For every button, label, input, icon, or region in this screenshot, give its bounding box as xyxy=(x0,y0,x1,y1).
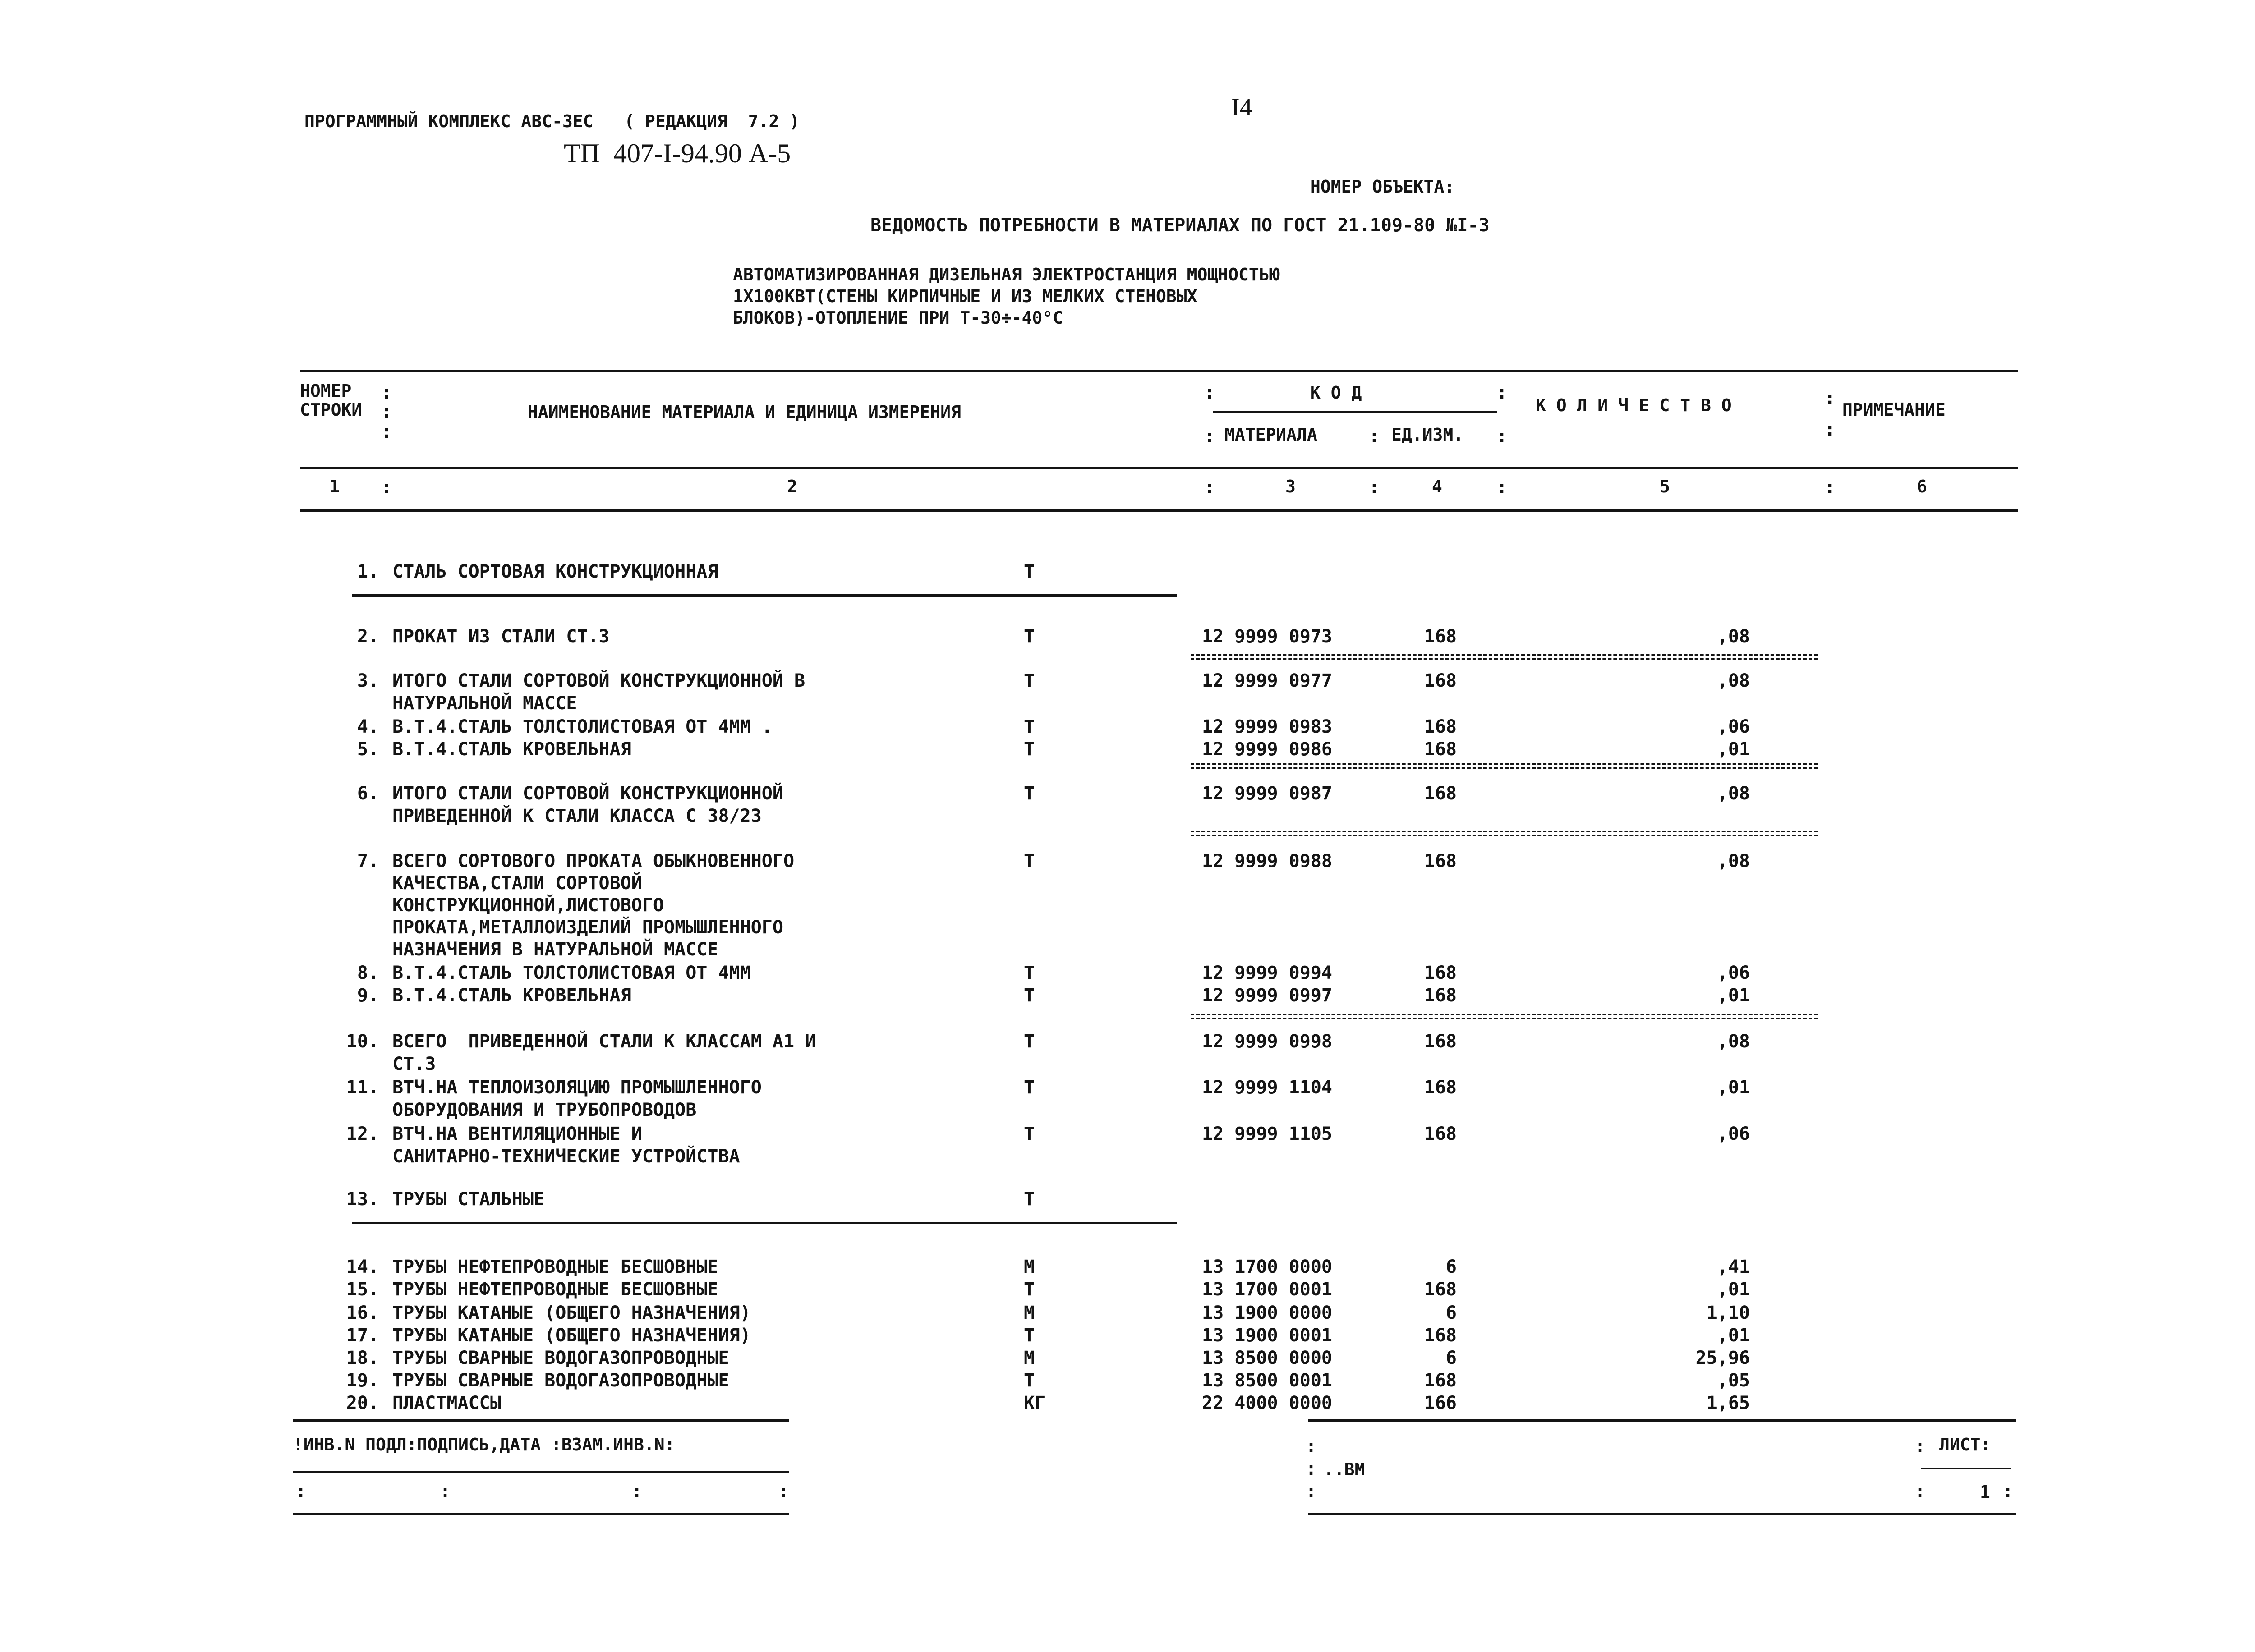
footer-rule xyxy=(293,1471,789,1473)
description-line-2: 1Х100КВТ(СТЕНЫ КИРПИЧНЫЕ И ИЗ МЕЛКИХ СТЕНОВЫХ xyxy=(733,286,1197,306)
material-name: В.Т.4.СТАЛЬ КРОВЕЛЬНАЯ xyxy=(392,739,631,760)
unit-of-measure: Т xyxy=(1024,626,1035,647)
header-separator: : xyxy=(1496,382,1508,403)
sheet-rule xyxy=(1921,1468,2011,1469)
quantity-value: ,06 xyxy=(1717,963,1750,983)
header-code-material: МАТЕРИАЛА xyxy=(1224,425,1317,445)
row-number: 20. xyxy=(346,1393,379,1413)
quantity-value: ,06 xyxy=(1717,1124,1750,1144)
header-row-number-line1: НОМЕР xyxy=(300,381,352,401)
row-number: 2. xyxy=(357,626,379,647)
unit-of-measure: Т xyxy=(1024,1031,1035,1052)
unit-code: 168 xyxy=(1424,670,1457,691)
header-separator: : xyxy=(1496,426,1508,447)
header-bottom-rule xyxy=(300,509,2018,512)
header-row-number-line2: СТРОКИ xyxy=(300,400,362,420)
material-code: 12 9999 1104 xyxy=(1202,1077,1332,1098)
material-code: 12 9999 0977 xyxy=(1202,670,1332,691)
total-separator xyxy=(1191,763,1818,769)
header-separator: : xyxy=(1204,477,1215,498)
quantity-value: ,01 xyxy=(1717,1325,1750,1346)
unit-of-measure: Т xyxy=(1024,851,1035,872)
unit-code: 168 xyxy=(1424,626,1457,647)
material-name: В.Т.4.СТАЛЬ ТОЛСТОЛИСТОВАЯ ОТ 4ММ xyxy=(392,963,751,983)
material-code: 13 8500 0001 xyxy=(1202,1370,1332,1391)
row-number: 14. xyxy=(346,1257,379,1277)
description-line-1: АВТОМАТИЗИРОВАННАЯ ДИЗЕЛЬНАЯ ЭЛЕКТРОСТАНЦИЯ МОЩНОСТЬЮ xyxy=(733,265,1280,285)
header-separator: : xyxy=(381,422,392,442)
sheet-number: 1 xyxy=(1980,1482,1990,1502)
quantity-value: ,05 xyxy=(1717,1370,1750,1391)
material-name: ОБОРУДОВАНИЯ И ТРУБОПРОВОДОВ xyxy=(392,1100,697,1120)
signature-block: !ИНВ.N ПОДЛ:ПОДПИСЬ,ДАТА :ВЗАМ.ИНВ.N: xyxy=(293,1435,675,1455)
header-separator: : xyxy=(1824,388,1836,408)
row-number: 1. xyxy=(357,561,379,582)
material-name: ИТОГО СТАЛИ СОРТОВОЙ КОНСТРУКЦИОННОЙ xyxy=(392,783,783,804)
unit-of-measure: М xyxy=(1024,1303,1035,1323)
sheet-label: ЛИСТ: xyxy=(1939,1435,1991,1455)
material-code: 12 9999 0998 xyxy=(1202,1031,1332,1052)
footer-stamp-bottom-rule xyxy=(1308,1513,2016,1515)
row-number: 8. xyxy=(357,963,379,983)
unit-of-measure: Т xyxy=(1024,1370,1035,1391)
quantity-value: ,01 xyxy=(1717,985,1750,1006)
material-name: ВСЕГО СОРТОВОГО ПРОКАТА ОБЫКНОВЕННОГО xyxy=(392,851,795,872)
row-number: 10. xyxy=(346,1031,379,1052)
unit-of-measure: Т xyxy=(1024,716,1035,737)
header-quantity: К О Л И Ч Е С Т В О xyxy=(1536,395,1732,415)
unit-of-measure: Т xyxy=(1024,739,1035,760)
header-separator: : xyxy=(1369,477,1380,498)
header-separator: : xyxy=(1824,477,1836,498)
unit-of-measure: КГ xyxy=(1024,1393,1046,1413)
row-number: 17. xyxy=(346,1325,379,1346)
unit-code: 168 xyxy=(1424,985,1457,1006)
material-name: ТРУБЫ СТАЛЬНЫЕ xyxy=(392,1189,545,1210)
unit-of-measure: Т xyxy=(1024,985,1035,1006)
material-code: 12 9999 1105 xyxy=(1202,1124,1332,1144)
material-code: 13 1700 0000 xyxy=(1202,1257,1332,1277)
footer-separator: : xyxy=(1914,1436,1926,1457)
header-separator: : xyxy=(381,382,392,403)
material-name: НАТУРАЛЬНОЙ МАССЕ xyxy=(392,693,577,714)
column-number-4: 4 xyxy=(1432,477,1442,496)
table-top-rule xyxy=(300,370,2018,372)
row-number: 5. xyxy=(357,739,379,760)
unit-code: 6 xyxy=(1445,1303,1457,1323)
material-code: 13 1700 0001 xyxy=(1202,1279,1332,1300)
section-rule xyxy=(352,594,1177,597)
material-name: ТРУБЫ НЕФТЕПРОВОДНЫЕ БЕСШОВНЫЕ xyxy=(392,1257,718,1277)
unit-of-measure: М xyxy=(1024,1257,1035,1277)
total-separator xyxy=(1191,654,1818,660)
description-line-3: БЛОКОВ)-ОТОПЛЕНИЕ ПРИ Т-30÷-40°С xyxy=(733,308,1063,328)
material-name: ТРУБЫ СВАРНЫЕ ВОДОГАЗОПРОВОДНЫЕ xyxy=(392,1370,729,1391)
row-number: 11. xyxy=(346,1077,379,1098)
software-line: ПРОГРАММНЫЙ КОМПЛЕКС АВС-ЗЕС ( РЕДАКЦИЯ 7.2 ) xyxy=(304,111,800,131)
row-number: 19. xyxy=(346,1370,379,1391)
unit-code: 168 xyxy=(1424,1031,1457,1052)
row-number: 15. xyxy=(346,1279,379,1300)
quantity-value: ,01 xyxy=(1717,1077,1750,1098)
unit-of-measure: Т xyxy=(1024,1325,1035,1346)
statement-title: ВЕДОМОСТЬ ПОТРЕБНОСТИ В МАТЕРИАЛАХ ПО ГОСТ 21.109-80 №I-3 xyxy=(870,215,1490,236)
header-material-name: НАИМЕНОВАНИЕ МАТЕРИАЛА И ЕДИНИЦА ИЗМЕРЕНИЯ xyxy=(528,402,961,422)
column-number-3: 3 xyxy=(1285,477,1296,496)
material-name: ВТЧ.НА ВЕНТИЛЯЦИОННЫЕ И xyxy=(392,1124,642,1144)
row-number: 3. xyxy=(357,670,379,691)
footer-separator: : xyxy=(2002,1481,2014,1502)
quantity-value: ,08 xyxy=(1717,670,1750,691)
header-separator: : xyxy=(381,401,392,422)
material-code: 12 9999 0986 xyxy=(1202,739,1332,760)
unit-of-measure: Т xyxy=(1024,783,1035,804)
footer-stamp-top-rule xyxy=(1308,1419,2016,1422)
material-code: 12 9999 0988 xyxy=(1202,851,1332,872)
header-code-unit: ЕД.ИЗМ. xyxy=(1391,425,1464,445)
footer-bottom-rule xyxy=(293,1513,789,1515)
row-number: 12. xyxy=(346,1124,379,1144)
footer-separator: : xyxy=(778,1481,789,1502)
material-name: ТРУБЫ СВАРНЫЕ ВОДОГАЗОПРОВОДНЫЕ xyxy=(392,1348,729,1368)
quantity-value: ,08 xyxy=(1717,626,1750,647)
header-separator: : xyxy=(1204,382,1215,403)
footer-separator: : xyxy=(440,1481,451,1502)
column-number-2: 2 xyxy=(787,477,797,496)
unit-code: 6 xyxy=(1445,1348,1457,1368)
unit-code: 168 xyxy=(1424,783,1457,804)
material-name: В.Т.4.СТАЛЬ ТОЛСТОЛИСТОВАЯ ОТ 4ММ . xyxy=(392,716,773,737)
section-rule xyxy=(352,1222,1177,1224)
material-name: ВТЧ.НА ТЕПЛОИЗОЛЯЦИЮ ПРОМЫШЛЕННОГО xyxy=(392,1077,762,1098)
unit-of-measure: Т xyxy=(1024,561,1035,582)
header-code: К О Д xyxy=(1310,383,1362,403)
material-name: ПРОКАТ ИЗ СТАЛИ СТ.3 xyxy=(392,626,610,647)
material-name: ПРИВЕДЕННОЙ К СТАЛИ КЛАССА С 38/23 xyxy=(392,806,762,826)
document-mark: ..ВМ xyxy=(1324,1459,1365,1479)
footer-separator: : xyxy=(1306,1459,1317,1479)
quantity-value: ,41 xyxy=(1717,1257,1750,1277)
header-mid-rule xyxy=(300,467,2018,469)
material-name: В.Т.4.СТАЛЬ КРОВЕЛЬНАЯ xyxy=(392,985,631,1006)
row-number: 7. xyxy=(357,851,379,872)
material-name: КАЧЕСТВА,СТАЛИ СОРТОВОЙ xyxy=(392,873,642,894)
column-number-6: 6 xyxy=(1917,477,1927,496)
material-name: СТ.3 xyxy=(392,1054,436,1074)
header-separator: : xyxy=(381,477,392,498)
footer-separator: : xyxy=(295,1481,307,1502)
header-separator: : xyxy=(1496,477,1508,498)
material-name: ПРОКАТА,МЕТАЛЛОИЗДЕЛИЙ ПРОМЫШЛЕННОГО xyxy=(392,917,783,938)
material-code: 12 9999 0983 xyxy=(1202,716,1332,737)
header-code-rule xyxy=(1213,411,1497,413)
unit-code: 168 xyxy=(1424,1077,1457,1098)
material-code: 13 1900 0000 xyxy=(1202,1303,1332,1323)
project-code: ТП 407-I-94.90 А-5 xyxy=(564,138,791,168)
column-number-1: 1 xyxy=(329,477,340,496)
unit-of-measure: Т xyxy=(1024,670,1035,691)
material-name: ВСЕГО ПРИВЕДЕННОЙ СТАЛИ К КЛАССАМ А1 И xyxy=(392,1031,816,1052)
unit-code: 168 xyxy=(1424,1325,1457,1346)
row-number: 9. xyxy=(357,985,379,1006)
page-number: I4 xyxy=(1231,93,1252,121)
footer-separator: : xyxy=(1914,1481,1926,1502)
material-code: 12 9999 0997 xyxy=(1202,985,1332,1006)
unit-code: 168 xyxy=(1424,963,1457,983)
quantity-value: ,08 xyxy=(1717,783,1750,804)
header-separator: : xyxy=(1369,426,1380,447)
unit-of-measure: Т xyxy=(1024,1124,1035,1144)
column-number-5: 5 xyxy=(1660,477,1670,496)
unit-code: 168 xyxy=(1424,1279,1457,1300)
material-name: ИТОГО СТАЛИ СОРТОВОЙ КОНСТРУКЦИОННОЙ В xyxy=(392,670,805,691)
unit-of-measure: М xyxy=(1024,1348,1035,1368)
material-name: КОНСТРУКЦИОННОЙ,ЛИСТОВОГО xyxy=(392,895,664,916)
header-separator: : xyxy=(1824,419,1836,440)
material-code: 12 9999 0987 xyxy=(1202,783,1332,804)
unit-of-measure: Т xyxy=(1024,963,1035,983)
footer-separator: : xyxy=(631,1481,643,1502)
row-number: 4. xyxy=(357,716,379,737)
footer-separator: : xyxy=(1306,1436,1317,1457)
material-name: САНИТАРНО-ТЕХНИЧЕСКИЕ УСТРОЙСТВА xyxy=(392,1146,740,1167)
quantity-value: 1,65 xyxy=(1706,1393,1750,1413)
unit-code: 168 xyxy=(1424,739,1457,760)
unit-code: 168 xyxy=(1424,1124,1457,1144)
unit-code: 6 xyxy=(1445,1257,1457,1277)
material-code: 13 1900 0001 xyxy=(1202,1325,1332,1346)
unit-code: 168 xyxy=(1424,851,1457,872)
total-separator xyxy=(1191,831,1818,836)
object-number-label: НОМЕР ОБЪЕКТА: xyxy=(1310,177,1455,197)
material-name: ТРУБЫ КАТАНЫЕ (ОБЩЕГО НАЗНАЧЕНИЯ) xyxy=(392,1325,751,1346)
row-number: 16. xyxy=(346,1303,379,1323)
footer-top-rule xyxy=(293,1419,789,1422)
unit-of-measure: Т xyxy=(1024,1189,1035,1210)
header-note: ПРИМЕЧАНИЕ xyxy=(1842,400,1946,420)
material-name: СТАЛЬ СОРТОВАЯ КОНСТРУКЦИОННАЯ xyxy=(392,561,718,582)
material-code: 13 8500 0000 xyxy=(1202,1348,1332,1368)
unit-of-measure: Т xyxy=(1024,1077,1035,1098)
quantity-value: 1,10 xyxy=(1706,1303,1750,1323)
quantity-value: ,08 xyxy=(1717,1031,1750,1052)
material-name: НАЗНАЧЕНИЯ В НАТУРАЛЬНОЙ МАССЕ xyxy=(392,939,718,960)
material-name: ПЛАСТМАССЫ xyxy=(392,1393,501,1413)
material-code: 22 4000 0000 xyxy=(1202,1393,1332,1413)
quantity-value: ,06 xyxy=(1717,716,1750,737)
row-number: 13. xyxy=(346,1189,379,1210)
row-number: 6. xyxy=(357,783,379,804)
material-code: 12 9999 0994 xyxy=(1202,963,1332,983)
unit-of-measure: Т xyxy=(1024,1279,1035,1300)
unit-code: 166 xyxy=(1424,1393,1457,1413)
total-separator xyxy=(1191,1014,1818,1019)
unit-code: 168 xyxy=(1424,716,1457,737)
quantity-value: ,01 xyxy=(1717,739,1750,760)
quantity-value: ,08 xyxy=(1717,851,1750,872)
material-name: ТРУБЫ КАТАНЫЕ (ОБЩЕГО НАЗНАЧЕНИЯ) xyxy=(392,1303,751,1323)
header-separator: : xyxy=(1204,426,1215,447)
row-number: 18. xyxy=(346,1348,379,1368)
material-name: ТРУБЫ НЕФТЕПРОВОДНЫЕ БЕСШОВНЫЕ xyxy=(392,1279,718,1300)
quantity-value: 25,96 xyxy=(1695,1348,1750,1368)
quantity-value: ,01 xyxy=(1717,1279,1750,1300)
material-code: 12 9999 0973 xyxy=(1202,626,1332,647)
footer-separator: : xyxy=(1306,1481,1317,1502)
unit-code: 168 xyxy=(1424,1370,1457,1391)
